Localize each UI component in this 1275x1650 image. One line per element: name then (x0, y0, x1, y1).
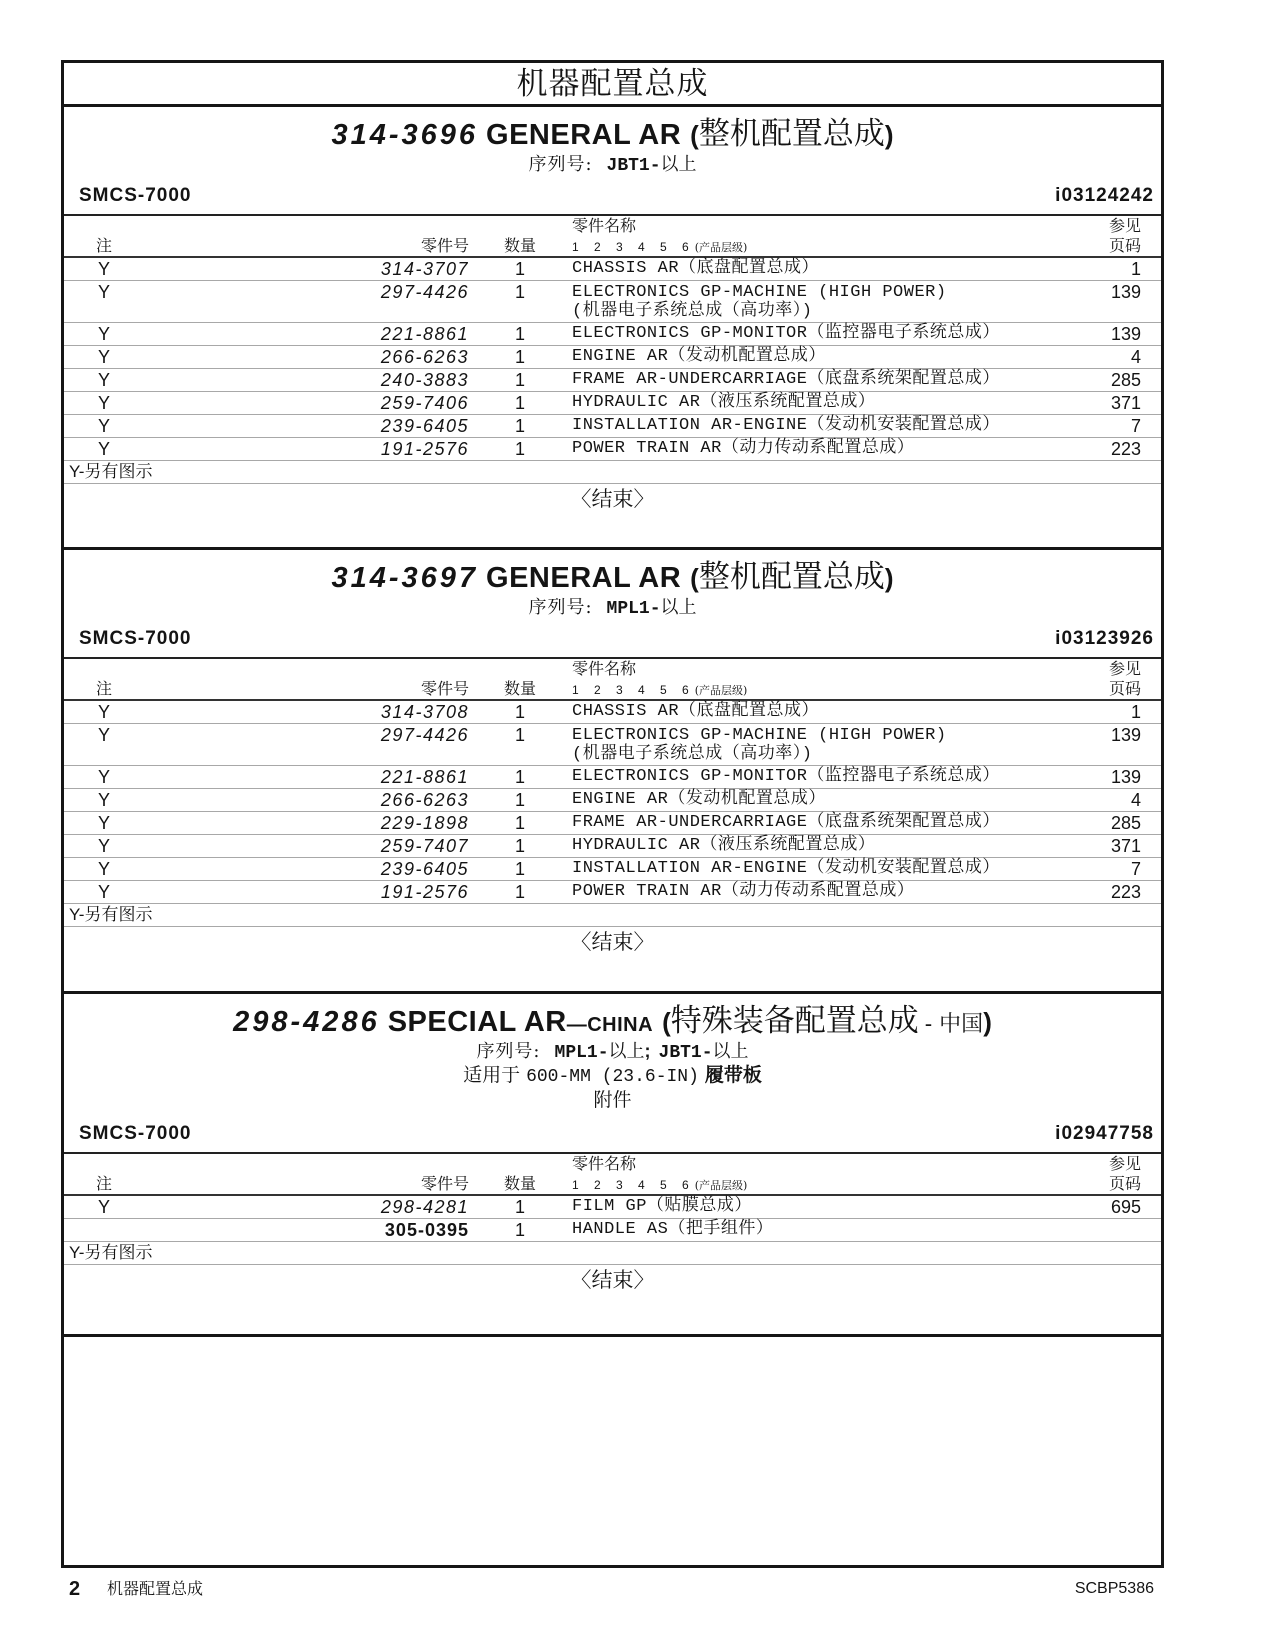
table-row (64, 323, 1161, 346)
part-name-line: ELECTRONICS GP-MACHINE (HIGH POWER) (572, 726, 947, 745)
attachment-label: 附件 (593, 1089, 632, 1111)
smcs-code: SMCS-7000 (79, 628, 192, 649)
reference-page: 285 (1110, 813, 1141, 833)
reference-page: 371 (1110, 836, 1141, 856)
quantity: 1 (514, 324, 525, 344)
serial-prefix: MPL1- (554, 1043, 609, 1063)
header-part-name: 零件名称 (572, 1154, 637, 1173)
quantity: 1 (514, 813, 525, 833)
part-number: 297-4426 (380, 725, 469, 745)
quantity: 1 (514, 702, 525, 722)
reference-page: 139 (1110, 767, 1141, 787)
row-note: Y (97, 767, 110, 787)
assembly-name-en: GENERAL AR (486, 119, 682, 151)
header-quantity: 数量 (503, 1174, 536, 1193)
header-quantity: 数量 (503, 236, 536, 255)
assembly-name-en-suffix: —CHINA (566, 1014, 654, 1036)
quantity: 1 (514, 370, 525, 390)
row-note: Y (97, 702, 110, 722)
header-part-name: 零件名称 (572, 216, 637, 235)
page-frame (61, 60, 1164, 1568)
quantity: 1 (514, 416, 525, 436)
part-name-line: ENGINE AR（发动机配置总成） (572, 790, 826, 809)
part-number: 314-3707 (380, 259, 469, 279)
title-close-paren: ) (884, 120, 894, 150)
header-spacer (489, 216, 551, 236)
part-number: 221-8861 (380, 324, 469, 344)
row-note: Y (97, 882, 110, 902)
part-name-line: HYDRAULIC AR（液压系统配置总成） (572, 393, 876, 412)
part-name (572, 812, 1084, 834)
serial-range: 以上 (660, 597, 697, 618)
reference-page: 139 (1110, 324, 1141, 344)
part-number: 314-3708 (380, 702, 469, 722)
part-name-line: FILM GP（贴膜总成） (572, 1197, 752, 1216)
reference-page: 7 (1130, 416, 1141, 436)
part-number: 239-6405 (380, 859, 469, 879)
part-name-line: POWER TRAIN AR（动力传动系配置总成） (572, 882, 915, 901)
part-name (572, 766, 1084, 788)
quantity: 1 (514, 347, 525, 367)
header-ref-top: 参见 (1108, 216, 1141, 235)
assembly-name-cn: 整机配置总成 (698, 116, 885, 152)
part-number: 191-2576 (380, 882, 469, 902)
applies-to-label: 适用于 (463, 1064, 521, 1086)
table-header (64, 1152, 1161, 1196)
parts-section (64, 107, 1161, 550)
header-spacer (489, 659, 551, 679)
part-name (572, 323, 1084, 345)
part-name-line: FRAME AR-UNDERCARRIAGE（底盘系统架配置总成） (572, 813, 1000, 832)
title-open-paren: ( (690, 563, 699, 593)
assembly-name-en: SPECIAL AR (387, 1006, 567, 1038)
header-levels (572, 236, 1084, 256)
part-name (572, 1196, 1084, 1218)
header-note: 注 (95, 1174, 112, 1193)
serial-label: 序列号: (528, 597, 593, 618)
table-row (64, 1196, 1161, 1219)
header-part-number: 零件号 (420, 1174, 469, 1193)
part-name (572, 701, 1084, 723)
serial-range: 以上 (712, 1041, 749, 1062)
table-header-top (64, 216, 1161, 236)
serial-number-line (64, 1039, 1161, 1063)
table-row (64, 881, 1161, 904)
header-spacer (64, 1154, 144, 1174)
row-note: Y (97, 1197, 110, 1217)
row-note: Y (97, 836, 110, 856)
part-name-line: ELECTRONICS GP-MACHINE (HIGH POWER) (572, 283, 947, 302)
quantity: 1 (514, 725, 525, 745)
title-close-paren: ) (884, 563, 894, 593)
reference-page: 223 (1110, 882, 1141, 902)
quantity: 1 (514, 282, 525, 302)
quantity: 1 (514, 882, 525, 902)
reference-page: 7 (1130, 859, 1141, 879)
part-name (572, 346, 1084, 368)
table-row (64, 438, 1161, 461)
part-number: 221-8861 (380, 767, 469, 787)
part-name-line: INSTALLATION AR-ENGINE（发动机安装配置总成） (572, 859, 1000, 878)
header-spacer (144, 216, 469, 236)
header-spacer (489, 1154, 551, 1174)
page-number: 2 (69, 1578, 81, 1600)
row-note: Y (97, 347, 110, 367)
part-name (572, 415, 1084, 437)
level-label: (产品层级) (694, 241, 748, 254)
illustration-id: i02947758 (1055, 1123, 1154, 1144)
part-name (572, 392, 1084, 414)
row-note: Y (97, 725, 110, 745)
row-note: Y (97, 859, 110, 879)
header-quantity: 数量 (503, 679, 536, 698)
serial-range: 以上 (608, 1041, 645, 1062)
table-header-top (64, 1154, 1161, 1174)
part-name-line: ELECTRONICS GP-MONITOR（监控器电子系统总成） (572, 324, 1000, 343)
part-number: 266-6263 (380, 347, 469, 367)
part-name (572, 724, 1084, 765)
smcs-row (64, 628, 1161, 650)
part-number: 298-4281 (380, 1197, 469, 1217)
part-name-line: POWER TRAIN AR（动力传动系配置总成） (572, 439, 915, 458)
parts-section (64, 550, 1161, 994)
table-header-bottom (64, 236, 1161, 256)
table-row (64, 1219, 1161, 1242)
table-row (64, 415, 1161, 438)
row-note: Y (97, 259, 110, 279)
smcs-row (64, 1123, 1161, 1145)
part-name (572, 881, 1084, 903)
header-spacer (144, 659, 469, 679)
quantity: 1 (514, 836, 525, 856)
section-title (64, 117, 1161, 152)
level-numbers: 1 2 3 4 5 6 (572, 683, 689, 697)
row-note: Y (97, 282, 110, 302)
parts-section (64, 994, 1161, 1337)
quantity: 1 (514, 767, 525, 787)
part-name (572, 438, 1084, 460)
quantity: 1 (514, 790, 525, 810)
part-name-line: CHASSIS AR（底盘配置总成） (572, 259, 820, 278)
part-name-line: FRAME AR-UNDERCARRIAGE（底盘系统架配置总成） (572, 370, 1000, 389)
assembly-part-number: 314-3696 (331, 119, 479, 151)
part-name-line: HYDRAULIC AR（液压系统配置总成） (572, 836, 876, 855)
row-note: Y (97, 813, 110, 833)
level-numbers: 1 2 3 4 5 6 (572, 1178, 689, 1192)
assembly-part-number: 314-3697 (331, 562, 479, 594)
end-marker: 〈结束〉 (570, 930, 655, 954)
reference-page: 371 (1110, 393, 1141, 413)
page-header: 机器配置总成 (64, 63, 1161, 107)
part-name (572, 258, 1084, 280)
reference-page: 1 (1130, 259, 1141, 279)
table-row (64, 789, 1161, 812)
header-spacer (144, 1154, 469, 1174)
header-note: 注 (95, 679, 112, 698)
level-label: (产品层级) (694, 1179, 748, 1192)
title-close-paren: ) (983, 1007, 992, 1037)
table-row (64, 281, 1161, 323)
assembly-name-cn: 整机配置总成 (698, 559, 885, 595)
header-ref-top: 参见 (1108, 659, 1141, 678)
part-name-line: INSTALLATION AR-ENGINE（发动机安装配置总成） (572, 416, 1000, 435)
header-part-number: 零件号 (420, 679, 469, 698)
footnote: Y-另有图示 (64, 461, 1161, 484)
part-name (572, 281, 1084, 322)
quantity: 1 (514, 1197, 525, 1217)
end-marker: 〈结束〉 (570, 1268, 655, 1292)
quantity: 1 (514, 1220, 525, 1240)
reference-page: 139 (1110, 725, 1141, 745)
serial-separator: ; (644, 1041, 651, 1061)
applies-to-value: 600-MM (23.6-IN) (526, 1067, 699, 1087)
table-row (64, 392, 1161, 415)
serial-number-line (64, 152, 1161, 176)
end-marker: 〈结束〉 (570, 487, 655, 511)
section-title (64, 1004, 1161, 1039)
table-row (64, 766, 1161, 789)
assembly-name-cn-suffix: - 中国 (924, 1012, 984, 1037)
table-row (64, 724, 1161, 766)
table-header-bottom (64, 1174, 1161, 1194)
row-note: Y (97, 790, 110, 810)
blank-area (64, 1337, 1161, 1565)
header-part-name: 零件名称 (572, 659, 637, 678)
part-number: 259-7407 (380, 836, 469, 856)
serial-prefix: JBT1- (658, 1043, 713, 1063)
smcs-code: SMCS-7000 (79, 185, 192, 206)
quantity: 1 (514, 859, 525, 879)
level-numbers: 1 2 3 4 5 6 (572, 240, 689, 254)
part-name-line: ENGINE AR（发动机配置总成） (572, 347, 826, 366)
illustration-id: i03123926 (1055, 628, 1154, 649)
page-footer (0, 1576, 1275, 1602)
assembly-name-en: GENERAL AR (486, 562, 682, 594)
part-number: 229-1898 (380, 813, 469, 833)
smcs-code: SMCS-7000 (79, 1123, 192, 1144)
assembly-name-cn: 特殊装备配置总成 (670, 1003, 919, 1039)
row-note: Y (97, 439, 110, 459)
level-label: (产品层级) (694, 684, 748, 697)
serial-label: 序列号: (476, 1041, 541, 1062)
part-name-line: (机器电子系统总成（高功率）) (572, 745, 813, 764)
section-title (64, 560, 1161, 595)
part-name-line: CHASSIS AR（底盘配置总成） (572, 702, 820, 721)
title-open-paren: ( (690, 120, 699, 150)
reference-page: 223 (1110, 439, 1141, 459)
parts-sections (64, 107, 1161, 1337)
part-number: 239-6405 (380, 416, 469, 436)
footer-title: 机器配置总成 (107, 1579, 204, 1598)
table-header-bottom (64, 679, 1161, 699)
serial-range: 以上 (660, 154, 697, 175)
part-number: 305-0395 (384, 1220, 469, 1240)
serial-prefix: JBT1- (606, 156, 661, 176)
header-note: 注 (95, 236, 112, 255)
table-row (64, 258, 1161, 281)
row-note (64, 1219, 144, 1241)
reference-page: 695 (1110, 1197, 1141, 1217)
assembly-part-number: 298-4286 (233, 1006, 380, 1038)
serial-number-line (64, 595, 1161, 619)
reference-page: 285 (1110, 370, 1141, 390)
title-open-paren: ( (662, 1007, 671, 1037)
footnote: Y-另有图示 (64, 904, 1161, 927)
table-header (64, 214, 1161, 258)
part-name-line: ELECTRONICS GP-MONITOR（监控器电子系统总成） (572, 767, 1000, 786)
part-name-line: (机器电子系统总成（高功率）) (572, 302, 813, 321)
table-row (64, 858, 1161, 881)
header-ref-bottom: 页码 (1108, 679, 1141, 698)
serial-label: 序列号: (528, 154, 593, 175)
reference-page: 4 (1130, 347, 1141, 367)
part-name (572, 369, 1084, 391)
part-name (572, 789, 1084, 811)
header-levels (572, 1174, 1084, 1194)
row-note: Y (97, 416, 110, 436)
smcs-row (64, 185, 1161, 207)
serial-prefix: MPL1- (606, 599, 661, 619)
illustration-id: i03124242 (1055, 185, 1154, 206)
applies-to-item: 履带板 (704, 1064, 762, 1086)
quantity: 1 (514, 393, 525, 413)
reference-page: 139 (1110, 282, 1141, 302)
table-row (64, 701, 1161, 724)
row-note: Y (97, 393, 110, 413)
document-id: SCBP5386 (1074, 1580, 1154, 1597)
table-header-top (64, 659, 1161, 679)
reference-page: 1 (1130, 702, 1141, 722)
part-number: 191-2576 (380, 439, 469, 459)
quantity: 1 (514, 439, 525, 459)
part-number: 266-6263 (380, 790, 469, 810)
row-note: Y (97, 324, 110, 344)
row-note: Y (97, 370, 110, 390)
part-name-line: HANDLE AS（把手组件） (572, 1220, 774, 1239)
part-name (572, 1219, 1084, 1241)
header-ref-bottom: 页码 (1108, 1174, 1141, 1193)
table-row (64, 812, 1161, 835)
reference-page (1084, 1219, 1141, 1241)
quantity: 1 (514, 259, 525, 279)
part-name (572, 858, 1084, 880)
header-spacer (64, 659, 144, 679)
table-row (64, 346, 1161, 369)
applies-to-line (64, 1063, 1161, 1088)
table-row (64, 835, 1161, 858)
header-spacer (64, 216, 144, 236)
header-part-number: 零件号 (420, 236, 469, 255)
footnote: Y-另有图示 (64, 1242, 1161, 1265)
part-name (572, 835, 1084, 857)
header-ref-top: 参见 (1108, 1154, 1141, 1173)
part-number: 240-3883 (380, 370, 469, 390)
header-ref-bottom: 页码 (1108, 236, 1141, 255)
part-number: 259-7406 (380, 393, 469, 413)
reference-page: 4 (1130, 790, 1141, 810)
part-number: 297-4426 (380, 282, 469, 302)
table-row (64, 369, 1161, 392)
table-header (64, 657, 1161, 701)
header-levels (572, 679, 1084, 699)
